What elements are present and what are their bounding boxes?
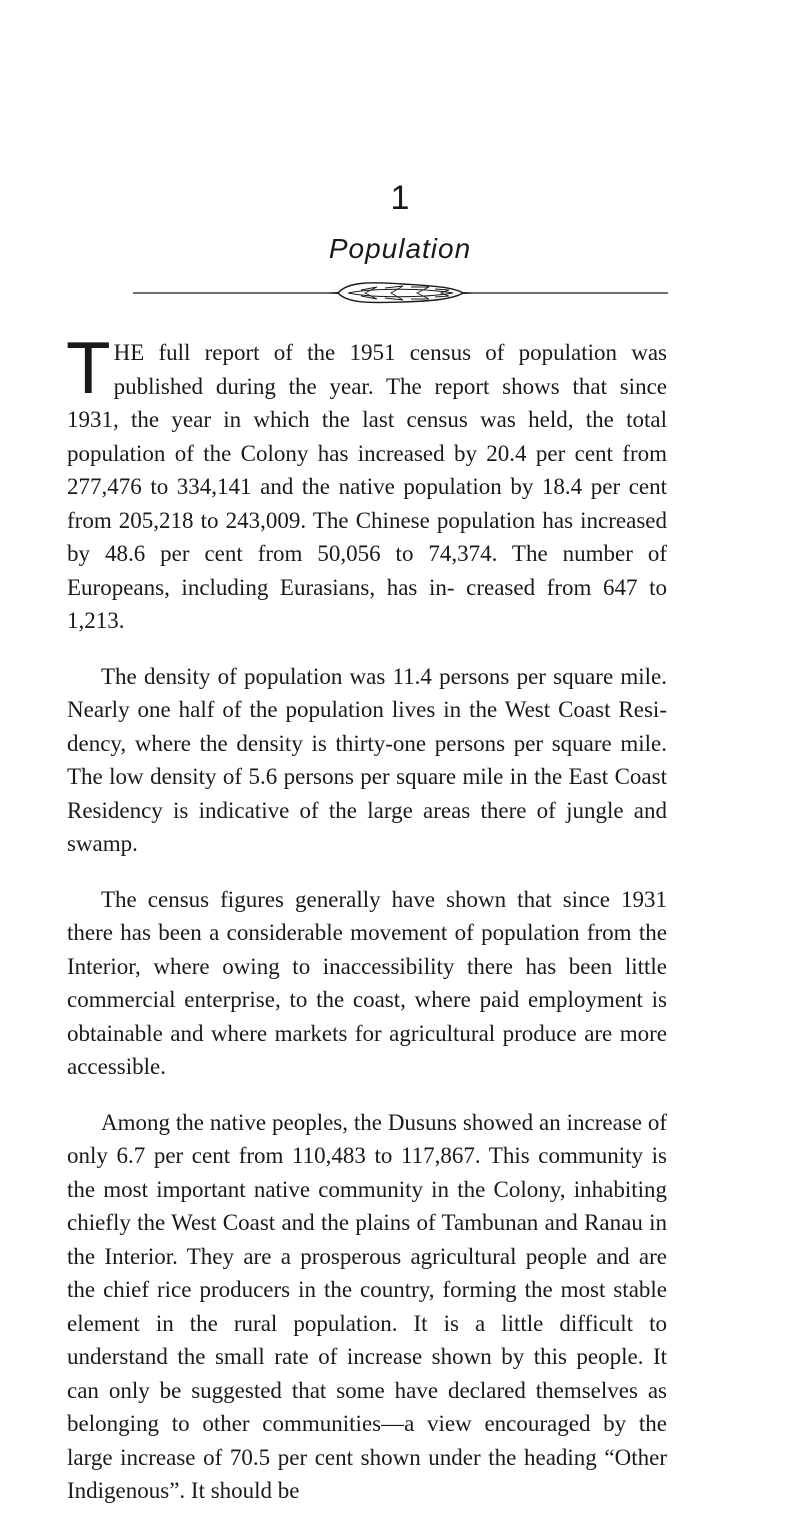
chapter-title: Population <box>328 233 472 264</box>
paragraph-1-text: HE full report of the 1951 census of population was published during the year. The report shows that since 1931, the year in which the last census was held, the total population of the Colony has increased by 20.4 per cent from 277,476 to 334,141 and the native population by 18.4 per cent from 205,218 to 243,009. The Chinese population has increased by 48.6 per cent from 50,056 to 74,374. The number of Europeans, including Eurasians, has in- creased from 647 to 1,213. <box>67 340 667 633</box>
paragraph-3: The census figures generally have shown that since 1931 there has been a considerable movement of population from the Interior, where owing to inaccessibility there has been little commercial enterprise, to the coast, where paid employment is obtainable and where markets for agricultural produce are more accessible. <box>67 886 667 1079</box>
ornamental-rule-icon <box>133 278 668 308</box>
body-text <box>66 328 667 1530</box>
paragraph-2: The density of population was 11.4 persons per square mile. Nearly one half of the population lives in the West Coast Resi- dency, where the density is thirty-one persons per square mile. The low density of 5.6 persons per square mile in the East Coast Residency is indicative of the large areas there of jungle and swamp. <box>67 663 667 856</box>
chapter-number: 1 <box>390 179 410 217</box>
paragraph-1 <box>66 328 667 638</box>
drop-cap: T <box>66 328 111 409</box>
paragraph-4: Among the native peoples, the Dusuns showed an increase of only 6.7 per cent from 110,483 to 117,867. This community is the most important native community in the Colony, inhabiting chiefly the West Coast and the plains of Tambunan and Ranau in the Interior. They are a prosperous agricultural people and are the chief rice producers in the country, forming the most stable element in the rural population. It is a little difficult to understand the small rate of increase shown by this people. It can only be suggested that some have declared themselves as belonging to other communities—a view encouraged by the large increase of 70.5 per cent shown under the heading “Other Indigenous”. It should be <box>67 1109 667 1503</box>
